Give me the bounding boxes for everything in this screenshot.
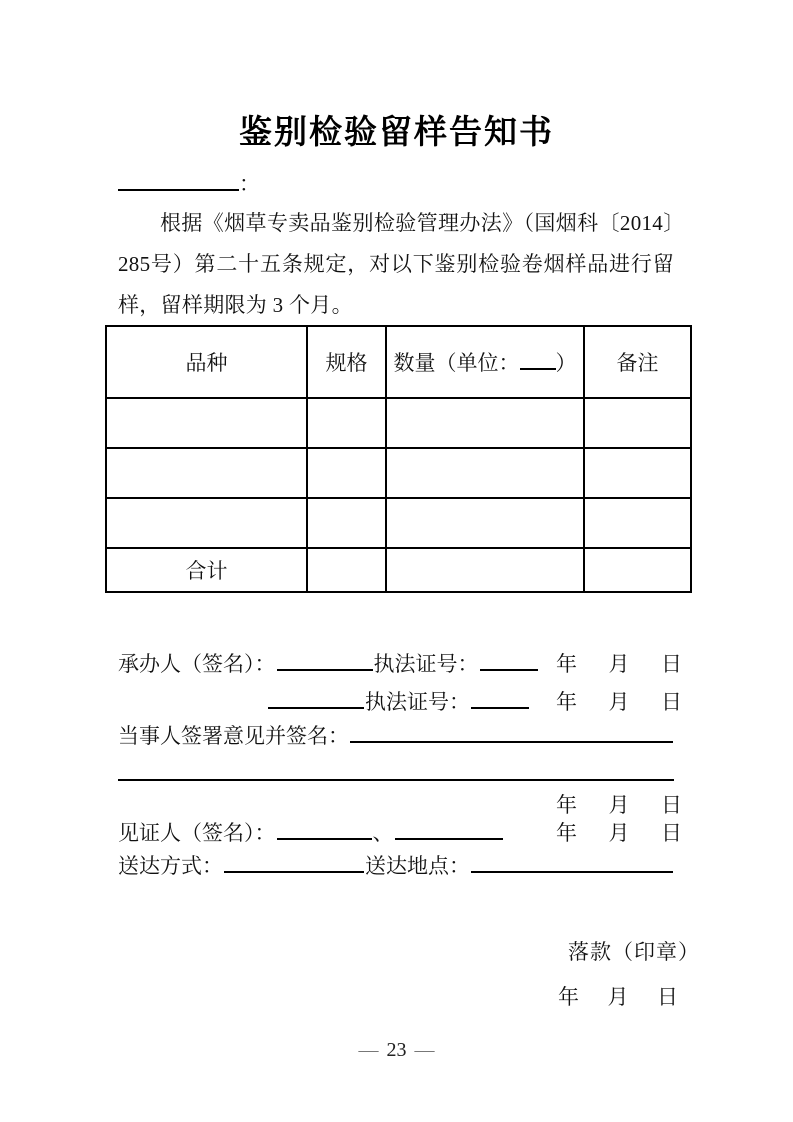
date-group-witness	[556, 817, 682, 847]
party-signature-blank	[350, 741, 673, 743]
delivery-method-blank	[224, 871, 364, 873]
signoff-label: 落款（印章）	[568, 940, 700, 964]
witness-signature-blank-2	[395, 838, 503, 840]
month-label: 月	[608, 793, 630, 817]
license-label: 执法证号：	[373, 652, 479, 676]
col-header-variety: 品种	[106, 326, 307, 398]
cell-remarks	[584, 548, 691, 592]
col-header-remarks: 备注	[584, 326, 691, 398]
year-label: 年	[556, 821, 577, 845]
party-signature-continuation-line	[118, 779, 674, 781]
delivery-row	[118, 850, 674, 880]
cell-remarks	[584, 448, 691, 498]
cell-spec	[307, 448, 386, 498]
col-header-quantity	[386, 326, 584, 398]
date-group-signoff	[558, 981, 678, 1011]
cell-quantity	[386, 548, 584, 592]
undertaker-label: 承办人（签名）：	[118, 652, 276, 676]
year-label: 年	[558, 985, 579, 1009]
day-label: 日	[661, 652, 682, 676]
addressee-line	[118, 168, 260, 198]
license-number-blank-2	[471, 707, 529, 709]
cell-variety	[106, 498, 307, 548]
page-number	[0, 1039, 793, 1062]
sample-table	[105, 325, 692, 593]
delivery-place-blank	[471, 871, 673, 873]
cell-spec	[307, 548, 386, 592]
cell-quantity	[386, 448, 584, 498]
month-label: 月	[608, 821, 630, 845]
cell-spec	[307, 498, 386, 548]
table-row	[106, 448, 691, 498]
total-label-cell: 合计	[106, 548, 307, 592]
cell-quantity	[386, 498, 584, 548]
year-label: 年	[556, 690, 577, 714]
cell-variety	[106, 398, 307, 448]
witness-label: 见证人（签名）：	[118, 821, 276, 845]
quantity-label-prefix: 数量（单位：	[393, 351, 520, 375]
undertaker-row-2	[267, 686, 556, 716]
month-label: 月	[608, 690, 630, 714]
table-row	[106, 398, 691, 448]
year-label: 年	[556, 652, 577, 676]
day-label: 日	[661, 793, 682, 817]
table-total-row	[106, 548, 691, 592]
date-group-undertaker-1	[556, 648, 682, 678]
witness-row	[118, 817, 556, 847]
delivery-place-label: 送达地点：	[365, 854, 470, 878]
month-label: 月	[607, 985, 629, 1009]
party-opinion-row	[118, 720, 674, 750]
page-number-value: 23	[386, 1039, 407, 1061]
day-label: 日	[661, 821, 682, 845]
party-label: 当事人签署意见并签名：	[118, 724, 349, 748]
witness-signature-blank-1	[277, 838, 372, 840]
cell-remarks	[584, 398, 691, 448]
page-number-dash-right: —	[414, 1039, 435, 1061]
cell-variety	[106, 448, 307, 498]
cell-quantity	[386, 398, 584, 448]
addressee-colon: ：	[239, 172, 260, 196]
cell-remarks	[584, 498, 691, 548]
undertaker-row-1	[118, 648, 556, 678]
delivery-method-label: 送达方式：	[118, 854, 223, 878]
undertaker-signature-blank	[277, 669, 373, 671]
month-label: 月	[608, 652, 630, 676]
document-title: 鉴别检验留样告知书	[239, 115, 554, 151]
date-group-party	[556, 789, 682, 819]
license-number-blank	[480, 669, 538, 671]
addressee-blank	[118, 189, 239, 191]
col-header-spec: 规格	[307, 326, 386, 398]
witness-separator: 、	[372, 821, 394, 845]
day-label: 日	[661, 690, 682, 714]
table-header-row	[106, 326, 691, 398]
quantity-label-suffix: ）	[555, 351, 577, 375]
year-label: 年	[556, 793, 577, 817]
undertaker-signature-blank-2	[268, 707, 364, 709]
day-label: 日	[657, 985, 678, 1009]
intro-paragraph: 根据《烟草专卖品鉴别检验管理办法》（国烟科〔2014〕285号）第二十五条规定，对以下鉴别检验卷烟样品进行留样，留样期限为 3 个月。	[118, 211, 674, 317]
table-row	[106, 498, 691, 548]
page-number-dash-left: —	[358, 1039, 379, 1061]
cell-spec	[307, 398, 386, 448]
license-label-2: 执法证号：	[365, 690, 470, 714]
date-group-undertaker-2	[556, 686, 682, 716]
unit-blank	[520, 368, 556, 370]
